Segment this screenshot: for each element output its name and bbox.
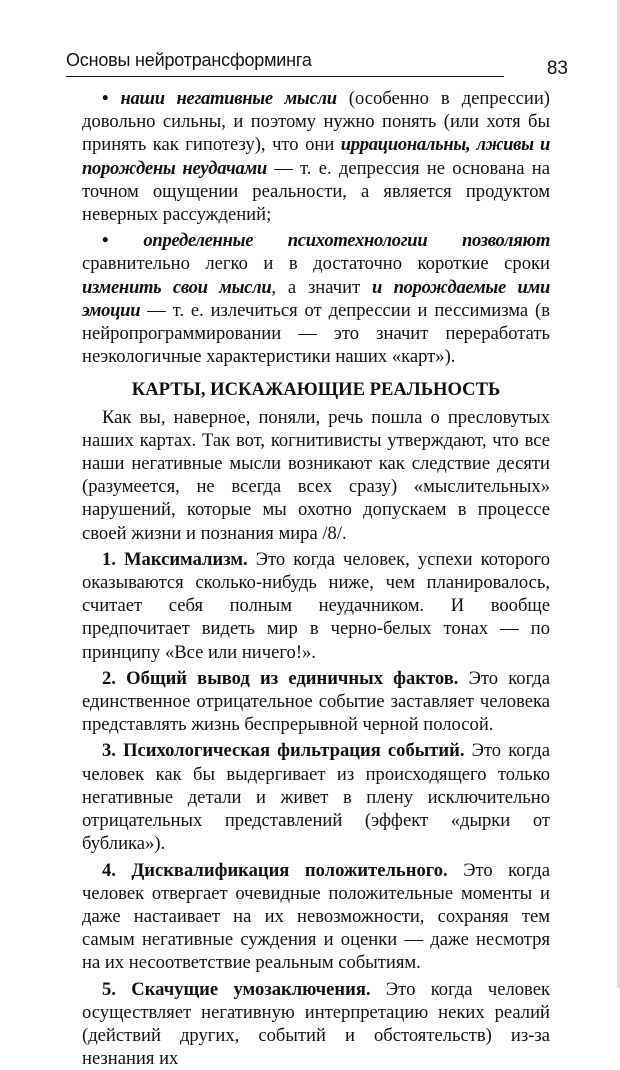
- bullet-emphasis: и порождаемые ими эмоции: [82, 276, 550, 321]
- bullet-mark: •: [102, 230, 109, 252]
- bullet-text: (особенно в депрессии) довольно сильны, и поэтому нужно понять (или хотя бы принять как гипотезу), что они: [82, 88, 550, 156]
- intro-paragraph: Как вы, наверное, поняли, речь пошла о пресловутых наших картах. Так вот, когнитивисты утверждают, что все наши негативные мысли возникают как следствие десяти (разумеется, не всегда всех сразу) «мыслительных» нарушений, которые мы охотно допускаем в процессе своей жизни и познания мира /8/.: [82, 406, 550, 544]
- bullet-text: — т. е. излечиться от депрессии и пессимизма (в нейропрограммировании — это значит переработать неэкологичные характеристики наших «карт»).: [82, 299, 550, 368]
- item-text: Это когда человек, успехи которого оказываются сколько-нибудь ниже, чем планировалось, считает себя полным неудачником. И вообще предпочитает видеть мир в черно-белых тонах — по принципу «Все или ничего!».: [82, 548, 550, 663]
- list-item-disqualifying-positive: [82, 859, 550, 975]
- page-header: [66, 48, 568, 82]
- bullet-emphasis: наши негативные мысли: [120, 88, 337, 109]
- page-number: 83: [546, 58, 568, 79]
- running-title: Основы нейротрансформинга: [66, 50, 312, 70]
- header-rule: [66, 76, 504, 77]
- bullet-item-psychotechnologies: [82, 229, 550, 368]
- list-item-maximalism: [82, 548, 550, 664]
- bullet-item-negative-thoughts: [82, 87, 550, 226]
- list-item-generalization: [82, 667, 550, 737]
- bullet-emphasis: определенные психотехнологии позволяют: [143, 230, 550, 252]
- item-term: 4. Дисквалификация положительного.: [102, 859, 448, 881]
- list-item-filtering: [82, 739, 550, 855]
- item-text: Это когда человек как бы выдергивает из происходящего только негативные детали и живет в плену исключительно отрицательных представлений (эффект «дырки от бублика»).: [82, 740, 550, 855]
- section-heading: КАРТЫ, ИСКАЖАЮЩИЕ РЕАЛЬНОСТЬ: [131, 379, 501, 401]
- bullet-mark: •: [102, 88, 109, 109]
- item-text: Это когда человек осуществляет негативную интерпретацию неких реалий (действий других, событий и обстоятельств) из-за незнания их: [82, 978, 550, 1070]
- bullet-text: — т. е. депрессия не основана на точном ощущении реальности, а является продуктом неверных рассуждений;: [82, 157, 550, 226]
- item-text: Это когда человек отвергает очевидные положительные моменты и даже настаивает на их невозможности, сохраняя тем самым негативные суждения и оценки — даже несмотря на их несоответствие реальным событиям.: [82, 859, 550, 974]
- item-term: 5. Скачущие умозаключения.: [102, 978, 371, 1000]
- item-text: Это когда единственное отрицательное событие заставляет человека представлять жизнь беспрерывной черной полосой.: [82, 667, 550, 736]
- item-term: 3. Психологическая фильтрация событий.: [102, 740, 465, 762]
- page-body: [82, 87, 550, 1070]
- bullet-text: , а значит: [271, 276, 373, 298]
- bullet-emphasis: иррациональны, лживы и порождены неудачами: [82, 134, 551, 179]
- bullet-emphasis: изменить свои мысли: [82, 276, 272, 298]
- item-term: 1. Максимализм.: [102, 548, 248, 570]
- list-item-jumping-conclusions: [82, 978, 550, 1070]
- bullet-text: сравнительно легко и в достаточно короткие сроки: [82, 253, 550, 275]
- item-term: 2. Общий вывод из единичных фактов.: [102, 667, 459, 689]
